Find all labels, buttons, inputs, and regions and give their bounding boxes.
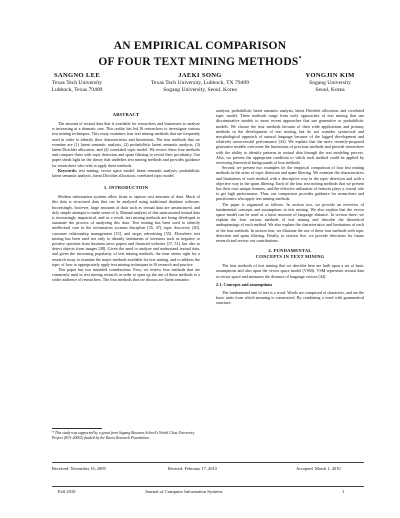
author-affiliation: Texas Tech University, Lubbock, TX 79409 xyxy=(151,80,249,86)
title-line-2: OF FOUR TEXT MINING METHODS xyxy=(98,55,299,68)
author-3 xyxy=(285,72,375,94)
section2-heading-line-1: 2. FUNDAMENTAL xyxy=(268,248,312,254)
revised-date: Revised: February 17, 2010 xyxy=(168,466,217,471)
author-location: Sogang University, Seoul, Korea xyxy=(163,87,237,93)
footnote-rule xyxy=(52,428,102,429)
author-affiliation: Texas Tech University xyxy=(51,80,103,86)
author-location: Seoul, Korea xyxy=(315,87,345,93)
right-paragraph-2: Second, we present two examples for the empirical comparison of four text mining methods in the areas of topic detection and spam filtering. We examine the characteristics and limitations of each method with a descriptive way in the topic detection and with a objective way in the spam filtering. Each of the four text mining methods that we present has their own unique features, and the effective utilization of features plays a crucial role to get high performance. Thus, our comparison provides guidance for researchers and practitioners who apply text mining methods. xyxy=(216,165,364,202)
title-line-1: AN EMPIRICAL COMPARISON xyxy=(113,40,287,52)
right-paragraph-3: The paper is organized as follows. In section two, we provide an overview of fundamental concepts and assumptions in text mining. We also explain that the vector space model can be used as a basic measure of language distance. In section three, we explain the four various methods of text mining and describe the theoretical underpinnings of each method. We also explain the characteristics and limitations of each of the four methods. In section four, we illustrate the use of these four methods with topic detection and spam filtering. Finally, in section five, we provide directions for future research and review our contributions. xyxy=(216,201,364,244)
intro-paragraph-2: This paper has two intended contributions. First, we review four methods that are commonly used in text mining research in order to open up the use of these methods to a wider audience of researchers. The four methods that we discuss are latent semantic xyxy=(52,267,200,283)
right-column xyxy=(216,108,364,306)
title-footnote-marker: * xyxy=(298,56,302,62)
footnote xyxy=(52,428,200,441)
footer-page-number: 1 xyxy=(342,489,345,494)
received-date: Received: November 16, 2009 xyxy=(52,466,106,471)
footer-journal: Journal of Computer Information Systems xyxy=(145,489,223,494)
page-footer xyxy=(0,489,400,497)
author-name: JAEKI SONG xyxy=(178,72,222,79)
intro-heading: 1. INTRODUCTION xyxy=(103,185,149,191)
author-name: SANGNO LEE xyxy=(53,72,101,79)
footnote-text: * This study was supported by a grant from Sogang Business School's World Class University Project (R31-20002) funded by the Korea Research Foundation. xyxy=(52,431,195,440)
abstract-text: The amount of textual data that is available for researchers and businesses to analyze is increasing at a dramatic rate. This reality has led IS researchers to investigate various text mining techniques. This essay examines four text mining methods that are frequently used in order to identify their characteristics and limitations. The four methods that we examine are (1) latent semantic analysis, (2) probabilistic latent semantic analysis, (3) latent Dirichlet allocation, and (4) correlated topic model. We review these four methods and compare them with topic detection and spam filtering to reveal their peculiarity. Our paper sheds light on the theory that underlies text mining methods and provides guidance for researchers who seek to apply these methods. xyxy=(52,121,200,168)
right-paragraph-4: The four methods of text mining that we describe here are built upon a set of basic assumptions and also upon the vector space model (VSM). VSM represents textual data as vector space and measures the distance of language vectors [44]. xyxy=(216,263,364,279)
keywords-paragraph xyxy=(52,168,200,178)
paper-title xyxy=(0,40,400,69)
right-paragraph-1: analysis, probabilistic latent semantic analysis, latent Dirichlet allocation, and correlated topic model. These methods range from early approaches of text mining that use discriminative models to more recent approaches that use generative or probabilistic models. We choose the four methods because of their wide applications and primary methods in the development of text mining, but do not consider syntactical and morphological approach of natural language because of the lagged development and relatively unsuccessful performance [43]. We explain that the more recently-proposed generative models overcome the limitations of previous methods and provide researchers with the ability to identify patterns in textual data through the text modeling process. Also, we present the appropriate condition to which each method could be applied by reviewing theoretical backgrounds of four methods. xyxy=(216,108,364,166)
keywords-label: Keywords: xyxy=(58,167,78,173)
keywords-text: text mining, vector space model, latent semantic analysis, probabilistic latent semantic analysis, latent Dirichlet allocation, correlated topic model. xyxy=(52,167,200,179)
author-2 xyxy=(140,72,260,94)
author-name: YONGJIN KIM xyxy=(305,72,355,79)
footer-rule xyxy=(52,486,364,487)
section2-heading-line-2: CONCEPTS IN TEXT MINING xyxy=(255,254,325,260)
accepted-date: Accepted: March 1, 2010 xyxy=(296,466,341,471)
author-affiliation: Sogang University xyxy=(309,80,351,86)
intro-paragraph-1: Modern information systems allow firms to capture vast amounts of data. Much of this data is structured data that can be analyzed using traditional database software. Increasingly, however, large amounts of data such as textual data are unstructured, and defy simple attempts to make sense of it. Manual analysis of this unstructured textual data is increasingly impractical, and as a result, text mining methods are being developed to automate the process of analyzing this data. Text mining has been used to identify intellectual core in the information systems discipline [35, 47], topic discovery [40], customer relationship management [15], and target advertising [55]. Elsewhere text mining has been used not only to identify sentiments of investors such as negative or positive opinions from business news papers and financial websites [17, 51], but also to detect objects from images [48]. Given the need to analyze and understand textual data, and given the increasing popularity of text mining methods, the time seems right for a research essay to examine the major methods available for text mining, and to address the topic of how to appropriately apply text mining techniques in IS research and practice. xyxy=(52,194,200,267)
right-paragraph-5: The fundamental unit of text is a word. Words are comprised of characters, and are the basic units from which meaning is constructed. By combining a word with grammatical structure, xyxy=(216,289,364,306)
dates-rule xyxy=(52,462,364,463)
dates-line xyxy=(0,466,400,474)
author-location: Lubbock, Texas 79409 xyxy=(51,87,103,93)
subsection-heading: 2.1. Concepts and assumptions xyxy=(216,281,273,287)
abstract-heading: ABSTRACT xyxy=(112,112,140,117)
author-block xyxy=(0,72,400,100)
left-column xyxy=(52,108,200,283)
author-1 xyxy=(32,72,122,94)
footer-issue: Fall 2010 xyxy=(58,489,76,494)
